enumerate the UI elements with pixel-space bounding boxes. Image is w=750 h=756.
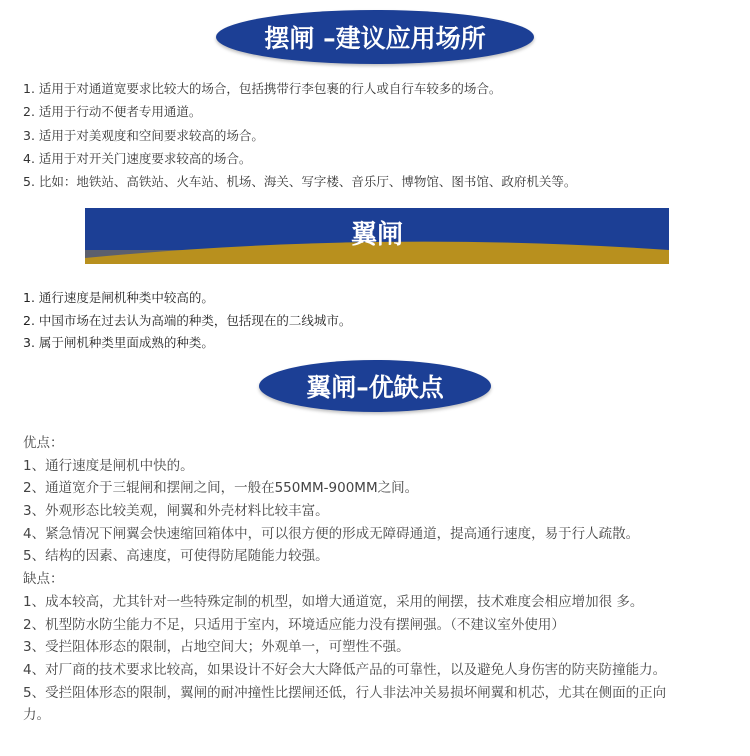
list-item: 1. 通行速度是闸机种类中较高的。 bbox=[23, 290, 214, 305]
pro-item: 3、外观形态比较美观，闸翼和外壳材料比较丰富。 bbox=[23, 503, 329, 520]
pros-label: 优点： bbox=[23, 435, 64, 451]
pros-cons-text bbox=[23, 432, 666, 727]
con-item: 1、成本较高，尤其针对一些特殊定制的机型，如增大通道宽，采用的闸摆，技术难度会相应增加很 多。 bbox=[23, 593, 644, 610]
section-title-swing-gate-applications: 摆闸 –建议应用场所 bbox=[216, 10, 534, 64]
section-title-pros-cons: 翼闸–优缺点 bbox=[259, 360, 491, 412]
list-item: 5. 比如：地铁站、高铁站、火车站、机场、海关、写字楼、音乐厅、博物馆、图书馆、政府机关等。 bbox=[23, 174, 577, 190]
pro-item: 5、结构的因素、高速度，可使得防尾随能力较强。 bbox=[23, 548, 329, 565]
con-item: 5、受拦阻体形态的限制，翼闸的耐冲撞性比摆闸还低，行人非法冲关易损坏闸翼和机芯，尤其在侧面的正向 bbox=[23, 684, 667, 701]
list-item: 4. 适用于对开关门速度要求较高的场合。 bbox=[23, 150, 252, 166]
con-item-continuation: 力。 bbox=[23, 707, 50, 724]
list-item: 2. 中国市场在过去认为高端的种类，包括现在的二线城市。 bbox=[23, 312, 352, 328]
list-item: 3. 属于闸机种类里面成熟的种类。 bbox=[23, 335, 214, 350]
pro-item: 1、通行速度是闸机中快的。 bbox=[23, 457, 194, 474]
wing-gate-feature-list bbox=[23, 287, 351, 355]
cons-label: 缺点： bbox=[23, 571, 64, 588]
con-item: 2、机型防水防尘能力不足，只适用于室内，环境适应能力没有摆闸强。（不建议室外使用） bbox=[23, 616, 565, 633]
section-title-wing-gate: 翼闸 bbox=[350, 220, 403, 250]
pro-item: 2、通道宽介于三辊闸和摆闸之间，一般在550MM-900MM之间。 bbox=[23, 480, 419, 497]
application-list bbox=[23, 77, 576, 193]
pro-item: 4、紧急情况下闸翼会快速缩回箱体中，可以很方便的形成无障碍通道，提高通行速度，易于行人疏散。 bbox=[23, 525, 640, 542]
list-item: 3. 适用于对美观度和空间要求较高的场合。 bbox=[23, 127, 264, 143]
list-item: 1. 适用于对通道宽要求比较大的场合，包括携带行李包裹的行人或自行车较多的场合。 bbox=[23, 81, 502, 96]
wing-gate-banner bbox=[85, 208, 669, 264]
con-item: 3、受拦阻体形态的限制，占地空间大；外观单一，可塑性不强。 bbox=[23, 639, 410, 656]
list-item: 2. 适用于行动不便者专用通道。 bbox=[23, 104, 202, 120]
con-item: 4、对厂商的技术要求比较高，如果设计不好会大大降低产品的可靠性，以及避免人身伤害的防夹防撞能力。 bbox=[23, 661, 667, 678]
